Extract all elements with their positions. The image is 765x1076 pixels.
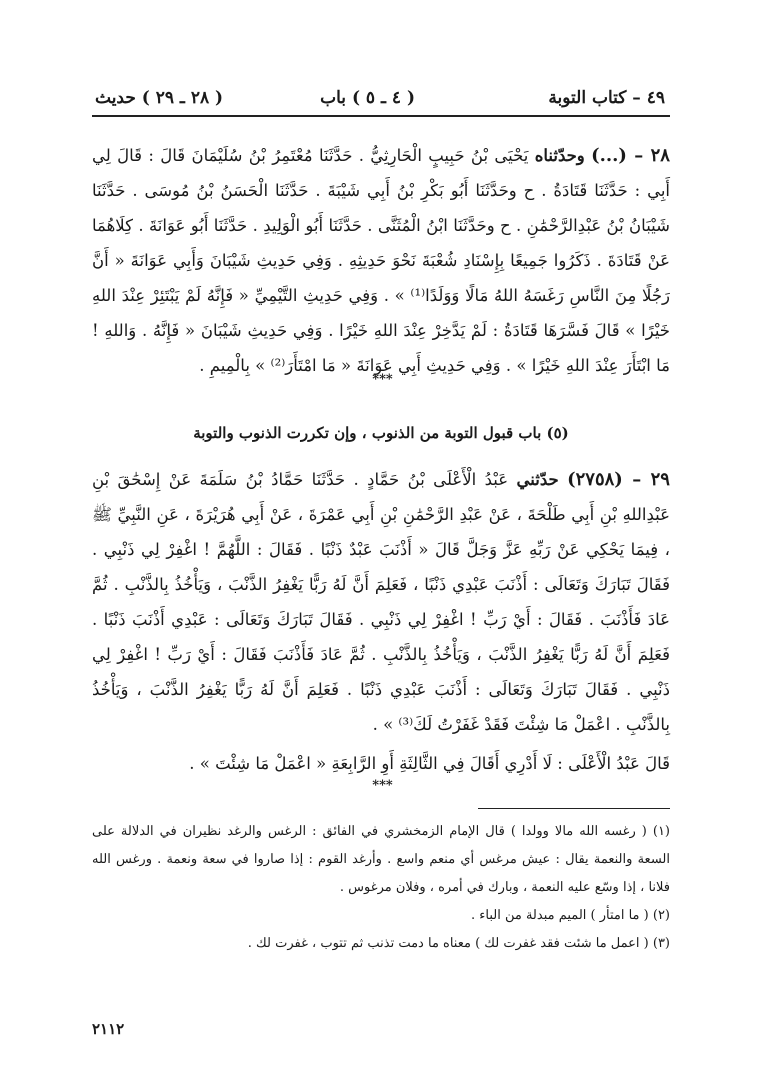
footnote-2: (٢) ( ما امتأر ) الميم مبدلة من الباء . (471, 908, 670, 923)
chapter-range-label: ( ٤ ـ ٥ ) باب (320, 88, 415, 108)
footnote-1: (١) ( رغسه الله مالا وولدا ) قال الإمام الزمخشري في الفائق : الرغس والرغد نظيران في الدلالة على السعة والنعمة يقال : عيش مرغس أي منعم واسع . وأرغد القوم : إذا صاروا في سعة ونعمة . ورغس الله فلانا ، إذا وسّع عليه النعمة ، وبارك في أمره ، وفلان مرغوس . (92, 824, 670, 895)
hadith-29 (92, 462, 670, 742)
footnotes (92, 818, 670, 958)
hadith-number: ٢٨ – (...) (591, 145, 670, 166)
hadith-29-closing: قَالَ عَبْدُ الْأَعْلَى : لَا أَدْرِي أَقَالَ فِي الثَّالِثَةِ أَوِ الرَّابِعَةِ « اعْمَلْ مَا شِئْتَ » . (189, 754, 670, 773)
footnote-rule (478, 808, 670, 809)
book-title-label: ٤٩ – كتاب التوبة (548, 88, 665, 108)
hadith-number: ٢٩ – (٢٧٥٨) (567, 469, 670, 490)
header-rule (92, 115, 670, 117)
running-header (95, 84, 665, 114)
section-separator: *** (372, 372, 393, 387)
section-separator: *** (372, 778, 393, 793)
narration-intro: حدّثني (516, 470, 559, 489)
chapter-title: (٥) باب قبول التوبة من الذنوب ، وإن تكررت الذنوب والتوبة (193, 424, 569, 442)
hadith-range-label: ( ٢٨ ـ ٢٩ ) حديث (95, 88, 224, 108)
hadith-text: عَبْدُ الْأَعْلَى بْنُ حَمَّادٍ . حَدَّثَنَا حَمَّادُ بْنُ سَلَمَةَ عَنْ إِسْحَٰقَ بْنِ عَبْدِاللهِ بْنِ أَبِي طَلْحَةَ ، عَنْ عَبْدِ الرَّحْمَٰنِ بْنِ أَبِي عَمْرَةَ ، عَنْ أَبِي هُرَيْرَةَ ، عَنِ النَّبِيِّ ﷺ ، فِيمَا يَحْكِي عَنْ رَبِّهِ عَزَّ وَجَلَّ قَالَ « أَذْنَبَ عَبْدٌ ذَنْبًا . فَقَالَ : اللَّهُمَّ ! اغْفِرْ لِي ذَنْبِي . فَقَالَ تَبَارَكَ وَتَعَالَى : أَذْنَبَ عَبْدِي ذَنْبًا ، فَعَلِمَ أَنَّ لَهُ رَبًّا يَغْفِرُ الذَّنْبَ ، وَيَأْخُذُ بِالذَّنْبِ . ثُمَّ عَادَ فَأَذْنَبَ . فَقَالَ : أَيْ رَبِّ ! اغْفِرْ لِي ذَنْبِي . فَقَالَ تَبَارَكَ وَتَعَالَى : عَبْدِي أَذْنَبَ ذَنْبًا . فَعَلِمَ أَنَّ لَهُ رَبًّا يَغْفِرُ الذَّنْبَ ، وَيَأْخُذُ بِالذَّنْبِ . ثُمَّ عَادَ فَأَذْنَبَ فَقَالَ : أَيْ رَبِّ ! اغْفِرْ لِي ذَنْبِي . فَقَالَ تَبَارَكَ وَتَعَالَى : أَذْنَبَ عَبْدِي ذَنْبًا . فَعَلِمَ أَنَّ لَهُ رَبًّا يَغْفِرُ الذَّنْبَ ، وَيَأْخُذُ بِالذَّنْبِ . اعْمَلْ مَا شِئْتَ فَقَدْ غَفَرْتُ لَكَ⁽³⁾ » . (92, 470, 670, 734)
narration-intro: وحدّثناه (534, 146, 585, 165)
hadith-text: يَحْيَى بْنُ حَبِيبٍ الْحَارِثِيُّ . حَدَّثَنَا مُعْتَمِرُ بْنُ سُلَيْمَانَ قَالَ : قَالَ لِي أَبِي : حَدَّثَنَا قَتَادَةُ . ح وحَدَّثَنَا أَبُو بَكْرِ بْنُ أَبِي شَيْبَةَ . حَدَّثَنَا الْحَسَنُ بْنُ مُوسَى . حَدَّثَنَا شَيْبَانُ بْنُ عَبْدِالرَّحْمَٰنِ . ح وحَدَّثَنَا ابْنُ الْمُثَنَّى . حَدَّثَنَا أَبُو الْوَلِيدِ . حَدَّثَنَا أَبُو عَوَانَةَ . كِلَاهُمَا عَنْ قَتَادَةَ . ذَكَرُوا جَمِيعًا بِإِسْنَادِ شُعْبَةَ نَحْوَ حَدِيثِهِ . وَفِي حَدِيثِ شَيْبَانَ وَأَبِي عَوَانَةَ « أَنَّ رَجُلًا مِنَ النَّاسِ رَغَسَهُ اللهُ مَالًا وَوَلَدًا⁽¹⁾ » . وَفِي حَدِيثِ التَّيْمِيِّ « فَإِنَّهُ لَمْ يَبْتَئِرْ عِنْدَ اللهِ خَيْرًا » قَالَ فَسَّرَهَا قَتَادَةُ : لَمْ يَدَّخِرْ عِنْدَ اللهِ خَيْرًا . وَفِي حَدِيثِ شَيْبَانَ « فَإِنَّهُ . وَاللهِ ! مَا ابْتَأَرَ عِنْدَ اللهِ خَيْرًا » . وَفِي حَدِيثِ أَبِي عَوَانَةَ « مَا امْتَأَرَ⁽²⁾ » بِالْمِيمِ . (92, 146, 670, 375)
page-number: ٢١١٢ (92, 1020, 125, 1038)
hadith-28 (92, 138, 670, 383)
footnote-3: (٣) ( اعمل ما شئت فقد غفرت لك ) معناه ما دمت تذنب ثم تتوب ، غفرت لك . (247, 936, 670, 951)
